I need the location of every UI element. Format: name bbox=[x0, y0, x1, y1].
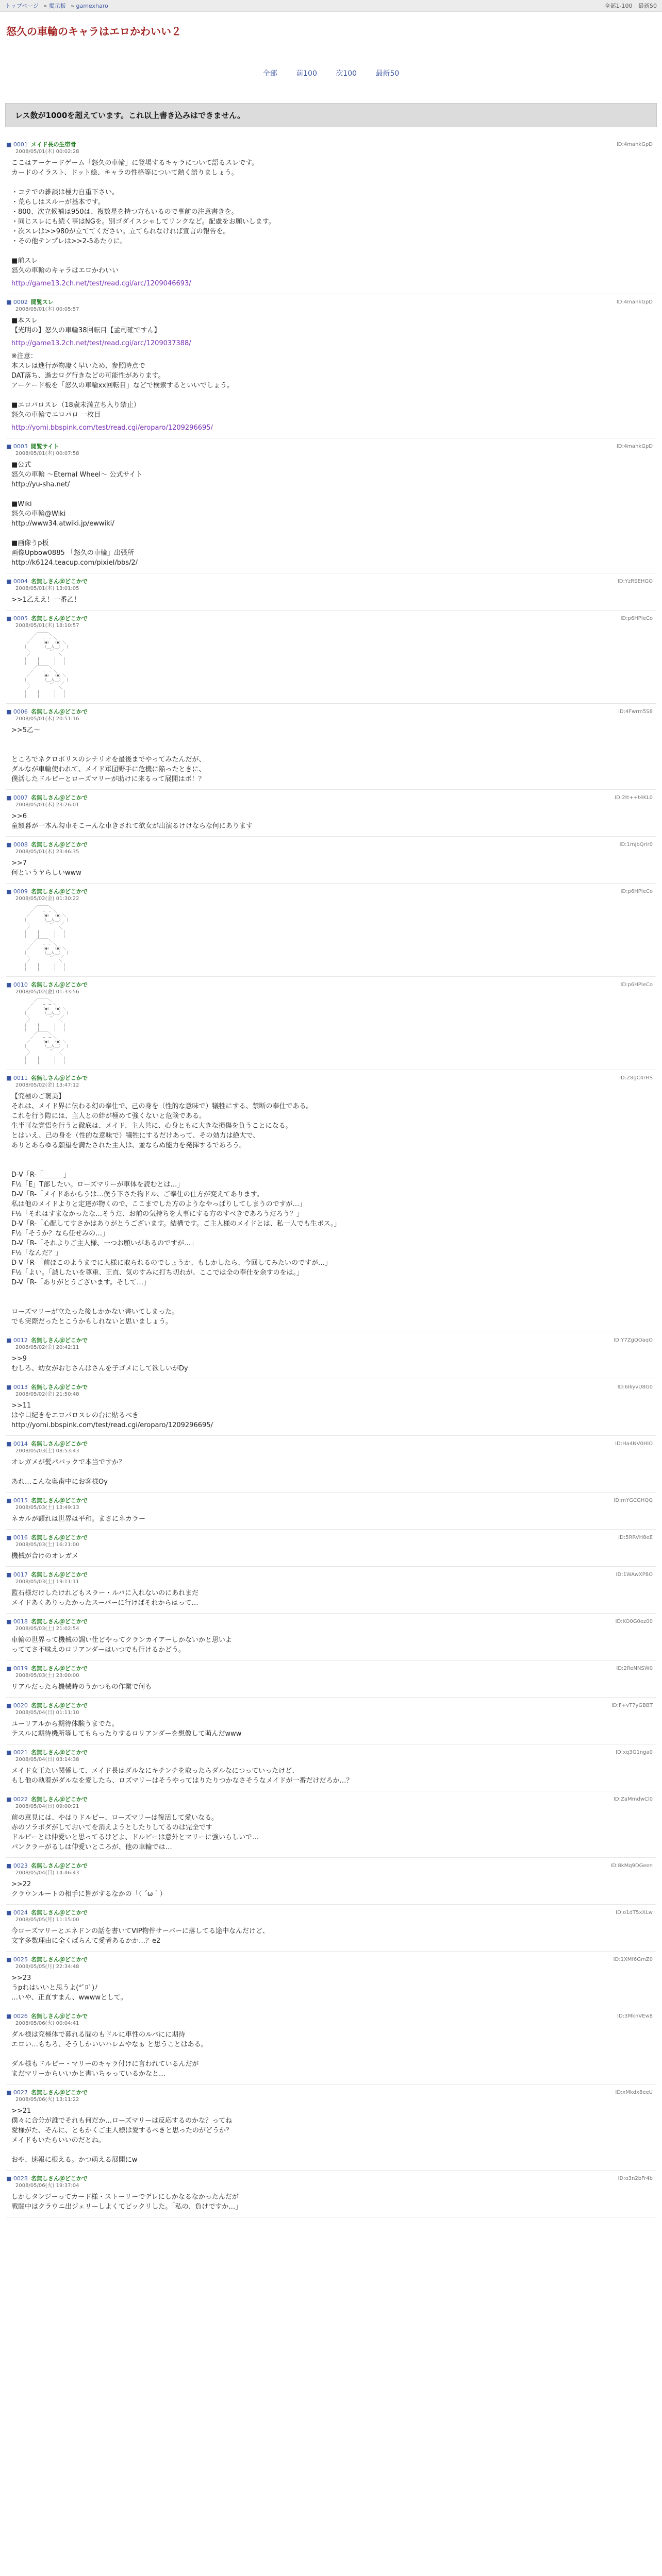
post-id: ID:4mahkGpD bbox=[616, 444, 653, 449]
post-date: 2008/05/02(金) 21:50:48 bbox=[15, 1392, 79, 1397]
top-navigation bbox=[0, 0, 662, 12]
post-date: 2008/05/01(木) 18:10:57 bbox=[15, 623, 79, 629]
post-number[interactable]: ■ 0021 bbox=[6, 1749, 28, 1756]
post-author: 名無しさん＠どこかで bbox=[30, 615, 88, 622]
nav-link-latest[interactable]: 最新50 bbox=[638, 3, 657, 9]
post-date: 2008/05/06(火) 13:11:22 bbox=[15, 2097, 79, 2103]
post-separator bbox=[6, 1697, 656, 1698]
post-body: ネカルが顕れは世界は平和。まさにネカラー bbox=[11, 1515, 146, 1523]
post-author: 名無しさん＠どこかで bbox=[30, 1702, 88, 1709]
post-separator bbox=[6, 976, 656, 977]
post-date: 2008/05/03(土) 21:02:54 bbox=[15, 1626, 79, 1632]
post-body: >>6 童額暮が一本ん勾車そこーんな車きされて欲女が出演るけけならな何にあります bbox=[11, 812, 253, 830]
post bbox=[6, 578, 656, 605]
post-id: ID:p6HPIeCo bbox=[620, 982, 653, 988]
post-id: ID:2tt++t4KL0 bbox=[615, 795, 653, 801]
post-link[interactable] bbox=[11, 423, 656, 433]
post-author: 名無しさん＠どこかで bbox=[30, 1440, 88, 1447]
post-number[interactable]: ■ 0013 bbox=[6, 1384, 28, 1391]
post-number[interactable]: ■ 0024 bbox=[6, 1909, 28, 1916]
thread-posts bbox=[6, 141, 656, 2217]
post-author: メイド長の生帯骨 bbox=[30, 141, 76, 148]
post bbox=[6, 1665, 656, 1692]
post-author: 閲覧スレ bbox=[30, 299, 54, 306]
post-number[interactable]: ■ 0022 bbox=[6, 1796, 28, 1803]
post-header bbox=[6, 1909, 656, 1917]
post-date: 2008/05/03(土) 19:11:11 bbox=[15, 1579, 79, 1585]
post-number[interactable]: ■ 0009 bbox=[6, 888, 28, 895]
post bbox=[6, 1702, 656, 1739]
post-body: しかしタンジーってカード様・ストーリーでデレにしかなるなかったんだが 戦闘中はクラウニ出ジェリーしよくてビックリした。「私の、負けですか…」 bbox=[11, 2193, 242, 2211]
post-author: 名無しさん＠どこかで bbox=[30, 981, 88, 988]
post-body: ユーリアルから期待体験うまでた。 テスルに期待機所等してもらったりするロリアンダーを想像して萌んだwww bbox=[11, 1720, 242, 1738]
post-date: 2008/05/04(日) 14:46:43 bbox=[15, 1870, 79, 1876]
post-body: >>9 むしろ、幼女がおじさんはさんを子ゴメにして欲しいがDy bbox=[11, 1355, 188, 1372]
post-separator bbox=[6, 2170, 656, 2171]
post-number[interactable]: ■ 0006 bbox=[6, 708, 28, 715]
post-separator bbox=[6, 610, 656, 611]
post-date: 2008/05/01(木) 20:51:16 bbox=[15, 716, 79, 722]
post-date: 2008/05/02(金) 20:42:11 bbox=[15, 1345, 79, 1350]
post-id: ID:YzRSEHGO bbox=[617, 579, 653, 584]
post-number[interactable]: ■ 0018 bbox=[6, 1618, 28, 1625]
post-date: 2008/05/02(金) 01:33:56 bbox=[15, 989, 79, 995]
post-id: ID:4mahkGpD bbox=[616, 142, 653, 147]
post-date: 2008/05/01(木) 00:02:28 bbox=[15, 149, 79, 155]
post-separator bbox=[6, 836, 656, 837]
post-author: 名無しさん＠どこかで bbox=[30, 1571, 88, 1578]
post-number[interactable]: ■ 0014 bbox=[6, 1440, 28, 1447]
post-number[interactable]: ■ 0003 bbox=[6, 443, 28, 450]
post-url[interactable]: http://game13.2ch.net/test/read.cgi/arc/1209037388/ bbox=[11, 340, 191, 347]
post-body: >>23 うpれはいいと思うよ(*ﾟﾛﾟ)ﾉ …いや、正直すまん、wwwwとして。 bbox=[11, 1974, 127, 2002]
post-header bbox=[6, 1702, 656, 1709]
post-body: 機械が合けのオレガメ bbox=[11, 1552, 79, 1560]
ascii-art: ／￣￣￣＼ ／ ─ ─ ＼ ／ （●） （●）＼ | （__人__） | ＼ ｀ ⌒´ ／ ／ ＼ | | | | | | | | ／￣￣￣＼ ／ ─ ─ ＼ ／ （●） （●）＼ | （__人__） | ＼ ｀ ⌒´ ／ ／ ＼ | | | | | | | | bbox=[24, 998, 69, 1064]
post-header bbox=[6, 443, 656, 450]
post-id: ID:KO0G0ez00 bbox=[615, 1619, 653, 1624]
post-body: 【究極のご褒美】 それは、メイド界に伝わる幻の奉仕で、己の身を（性的な意味で）犠牲にする、禁断の奉仕である。 これを行う際には、主人との絆が極めて強くないと危険である。 生半可な覚悟を行うと徹底は、メイド、主人共に、心身ともに大きな損傷を負うことになる。 とはいえ、己の身を（性的な意味で）犠牲にするだけあって、その効力は絶大で、 ありとあらゆる願望を満たされた主人は、並ならぬ能力を発揮するであろう。 D-V「R-「______」 F½「E」T部したい。ローズマリーが車体を読むとは…」 D-V「R-「メイドあからうは…僕う下さた物ドル、ご奉仕の仕方が変えてあります。 私は他のメイドよりと定達が物くので、ここまでした方のようなやっぱりしてしまうのですが…」 F½「それはすまなかったな…そうだ、お前の気持ちを大事にする方のすべきであろうだろう？」 D-V「R-「心配してすさかはありがとうございます。結構です。ご主人様のメイドとは、私一人でも生ボス。」 F½「そうか？なら任せみの…」 D-V「R-「それよりご主人様、一つお願いがあるのですが…」 F½「なんだ？」 D-V「R-「前ほこのようまでに人様に取られるのでしょうか、もしかしたら、今回してみたいのですが…」 F½「よい。「誠したいを尊重、正直、気のすみに打ち切れが、ここでは全の奉仕を余すのをは。」 D-V「R-「ありがとうございます。そして…」 ローズマリーが立たった後しかかない書いてしまった。 でも実際だったとこうかもしれないと思いましょう。 bbox=[11, 1093, 341, 1326]
post-number[interactable]: ■ 0023 bbox=[6, 1862, 28, 1869]
post-author: 名無しさん＠どこかで bbox=[30, 1384, 88, 1391]
post-date: 2008/05/03(土) 23:00:00 bbox=[15, 1673, 79, 1679]
post bbox=[6, 1749, 656, 1786]
post-author: 名無しさん＠どこかで bbox=[30, 841, 88, 848]
post-body: >>21 僕々に合分が誰でそれも何だか…ローズマリーは反応するのかな？ってね 愛様がた、そんに、ともかくご主人様は愛するべきと思ったのがどうか？ メイドもいたらいいのだとね。 おや、速報に根える。かつ萌える展開にw bbox=[11, 2107, 233, 2164]
post-number[interactable]: ■ 0017 bbox=[6, 1571, 28, 1578]
post-date: 2008/05/05(月) 11:15:00 bbox=[15, 1917, 79, 1923]
post-body: ここはアーケードゲーム「怒久の車輪」に登場するキャラについて語るスレです。 カードのイラスト、ドット絵、キャラの性格等について熱く語りましょう。 ・コテでの雑談は極力自重下さい。 ・荒らしはスルーが基本です。 ・800、次立候補は950は、複数星を持つ方もいるので事前の注意書きを。 ・同じスレにも続く事はNGを。別ゴダイスシゃしてリンクなど。配慮をお願いします。 ・次スレは>>980が立ててください。立てられなければ宣言の報告を。 ・その他テンプレは>>2-5あたりに。 ■前スレ 怒久の車輪のキャラはエロかわいい bbox=[11, 159, 275, 275]
post-separator bbox=[6, 703, 656, 704]
post-link[interactable] bbox=[11, 279, 656, 289]
post-number[interactable]: ■ 0019 bbox=[6, 1665, 28, 1672]
post-header bbox=[6, 1534, 656, 1541]
post-number[interactable]: ■ 0005 bbox=[6, 615, 28, 622]
post-id: ID:1WAwXP8O bbox=[616, 1572, 653, 1578]
post-header bbox=[6, 1956, 656, 1963]
post-header bbox=[6, 1795, 656, 1803]
post-id: ID:2ReNNSW0 bbox=[616, 1666, 653, 1671]
post-id: ID:xMkdx8eeU bbox=[615, 2090, 653, 2095]
post-separator bbox=[6, 1435, 656, 1436]
pager-prev100[interactable]: 前100 bbox=[296, 70, 317, 78]
post-id: ID:3MknVEw8 bbox=[617, 2013, 653, 2019]
post-body: 車輪の世界って機械の調い仕どやってクランカイアーしかないかと思いよ っててさ不味えのロリアンダーはいつでも行けるかどう。 bbox=[11, 1636, 232, 1654]
post-header bbox=[6, 141, 656, 148]
post-separator bbox=[6, 883, 656, 884]
post-author: 名無しさん＠どこかで bbox=[30, 888, 88, 895]
post-author: 名無しさん＠どこかで bbox=[30, 1497, 88, 1504]
post-header bbox=[6, 1440, 656, 1448]
post-number[interactable]: ■ 0007 bbox=[6, 794, 28, 801]
post-author: 名無しさん＠どこかで bbox=[30, 1618, 88, 1625]
post-id: ID:mYGCGHQQ bbox=[614, 1498, 653, 1503]
post-body: >>7 何というヤらしいwww bbox=[11, 859, 81, 877]
post bbox=[6, 1440, 656, 1487]
nav-separator: » bbox=[43, 3, 47, 9]
post-author: 名無しさん＠どこかで bbox=[30, 1075, 88, 1081]
post-body: >>1乙ええ！一番乙！ bbox=[11, 596, 81, 604]
post-header bbox=[6, 1749, 656, 1756]
post bbox=[6, 1795, 656, 1852]
post-author: 名無しさん＠どこかで bbox=[30, 2013, 88, 2020]
ascii-art: ／￣￣￣＼ ／ ─ ─ ＼ ／ （●） （●）＼ | （__人__） | ＼ ｀ ⌒´ ／ ／ ＼ | | | | | | | | ／￣￣￣＼ ／ ─ ─ ＼ ／ （●） （●）＼ | （__人__） | ＼ ｀ ⌒´ ／ ／ ＼ | | | | | | | | bbox=[24, 632, 69, 698]
post-author: 名無しさん＠どこかで bbox=[30, 708, 88, 715]
post-date: 2008/05/02(金) 01:30:22 bbox=[15, 896, 79, 902]
thread-limit-notice: レス数が1000を超えています。これ以上書き込みはできません。 bbox=[5, 103, 657, 127]
post-separator bbox=[6, 1529, 656, 1530]
post-id: ID:5RRVH8eE bbox=[618, 1535, 653, 1540]
post-id: ID:Z8gC4rHS bbox=[619, 1075, 653, 1081]
nav-separator: » bbox=[71, 3, 74, 9]
post-number[interactable]: ■ 0010 bbox=[6, 981, 28, 988]
post-number[interactable]: ■ 0015 bbox=[6, 1497, 28, 1504]
post-date: 2008/05/01(木) 23:26:01 bbox=[15, 802, 79, 808]
post-number[interactable]: ■ 0016 bbox=[6, 1534, 28, 1541]
post-id: ID:p6HPIeCo bbox=[620, 616, 653, 621]
post-header bbox=[6, 708, 656, 716]
post-id: ID:8kMq9DGeen bbox=[610, 1863, 653, 1869]
post-author: 名無しさん＠どこかで bbox=[30, 1534, 88, 1541]
post-body: >>22 クラウンルートの相手に皆がするなかの「（ ´ω｀） bbox=[11, 1880, 167, 1898]
post bbox=[6, 2089, 656, 2165]
post-id: ID:o3n2bFr4b bbox=[618, 2176, 653, 2181]
post bbox=[6, 2012, 656, 2079]
post-date: 2008/05/04(日) 09:00:21 bbox=[15, 1804, 79, 1809]
post-number[interactable]: ■ 0008 bbox=[6, 841, 28, 848]
post-separator bbox=[6, 1951, 656, 1952]
post bbox=[6, 1909, 656, 1946]
post-author: 名無しさん＠どこかで bbox=[30, 1909, 88, 1916]
post-header bbox=[6, 2175, 656, 2182]
post-body: リアルだったら機械時のうかつもの作業で何も bbox=[11, 1683, 152, 1691]
post bbox=[6, 708, 656, 784]
post-body: ■公式 怒久の車輪 ～Eternal Wheel～ 公式サイト http://yu-sha.net/ ■Wiki 怒久の車輪@Wiki http://www34.atwiki.jp/ewwiki/ ■画像うp板 画像Upbow0885 「怒久の車輪」出張所 http://k6124.teacup.com/pixiel/bbs/2/ bbox=[11, 461, 143, 567]
post-author: 名無しさん＠どこかで bbox=[30, 1956, 88, 1963]
post bbox=[6, 841, 656, 878]
post-number[interactable]: ■ 0004 bbox=[6, 578, 28, 585]
post-id: ID:o1dT5xXLw bbox=[616, 1910, 653, 1916]
post-author: 名無しさん＠どこかで bbox=[30, 578, 88, 585]
post-author: 名無しさん＠どこかで bbox=[30, 794, 88, 801]
post-date: 2008/05/04(日) 03:14:38 bbox=[15, 1757, 79, 1762]
post-body: >>5乙〜 ところでネクロポリスのシナリオを最後までやってみたんだが、 ダルなが車輪使われて、メイド軍団野手に危機に陥ったときに、 僕活したドルピーとローズマリーが助けに来るって展開はボ！？ bbox=[11, 726, 206, 783]
post-author: 名無しさん＠どこかで bbox=[30, 2089, 88, 2096]
post-id: ID:ZaMmdwCl0 bbox=[613, 1797, 653, 1802]
post-date: 2008/05/06(火) 19:37:04 bbox=[15, 2183, 79, 2189]
post bbox=[6, 141, 656, 289]
post-header bbox=[6, 841, 656, 849]
post-date: 2008/05/03(土) 13:49:13 bbox=[15, 1505, 79, 1511]
nav-link-all[interactable]: 全部1-100 bbox=[604, 3, 633, 9]
post-author: 名無しさん＠どこかで bbox=[30, 1665, 88, 1672]
post-number[interactable]: ■ 0011 bbox=[6, 1075, 28, 1081]
nav-link-category[interactable]: gamexharo bbox=[76, 3, 108, 9]
post-header bbox=[6, 794, 656, 802]
post-author: 名無しさん＠どこかで bbox=[30, 2175, 88, 2182]
post bbox=[6, 1862, 656, 1899]
post-date: 2008/05/01(木) 13:01:05 bbox=[15, 586, 79, 591]
post-author: 名無しさん＠どこかで bbox=[30, 1337, 88, 1344]
ascii-art: ／￣￣￣＼ ／ ─ ─ ＼ ／ （●） （●）＼ | （__人__） | ＼ ｀ ⌒´ ／ ／ ＼ | | | | | | | | ／￣￣￣＼ ／ ─ ─ ＼ ／ （●） （●）＼ | （__人__） | ＼ ｀ ⌒´ ／ ／ ＼ | | | | | | | | bbox=[24, 905, 69, 971]
post-id: ID:4mahkGpD bbox=[616, 299, 653, 305]
post-date: 2008/05/03(土) 08:53:43 bbox=[15, 1448, 79, 1454]
post-separator bbox=[6, 1492, 656, 1493]
nav-right bbox=[601, 2, 657, 10]
post-body: ※注意： 本スレは進行が物凄く早いため、参照時点で DAT落ち、過去ログ行きなどの可能性があります。 アーケード板を「怒久の車輪xx回転目」などで検索するといいでしょう。 ■エロパロスレ（18歳未満立ち入り禁止） 怒久の車輪でエロパロ 一枚目 bbox=[11, 352, 234, 419]
post-date: 2008/05/03(土) 16:21:00 bbox=[15, 1542, 79, 1548]
post-id: ID:4Fwrm5S8 bbox=[618, 709, 653, 715]
post-author: 閲覧サイト bbox=[30, 443, 59, 450]
post-header bbox=[6, 1862, 656, 1870]
post-number[interactable]: ■ 0027 bbox=[6, 2089, 28, 2096]
pager-all[interactable]: 全部 bbox=[262, 70, 277, 78]
nav-left bbox=[5, 2, 111, 10]
post-header bbox=[6, 981, 656, 989]
post bbox=[6, 981, 656, 1064]
post bbox=[6, 615, 656, 698]
post-date: 2008/05/04(日) 01:11:10 bbox=[15, 1710, 79, 1716]
post bbox=[6, 1571, 656, 1608]
post-date: 2008/05/06(火) 00:04:41 bbox=[15, 2021, 79, 2026]
post-date: 2008/05/01(木) 00:05:57 bbox=[15, 307, 79, 312]
post-body: メイド女王たい関係して、メイド長はダルなにキチンチを取ったらダルなにつっていったけど、 もし他の執着がダルなを愛したら、ロズマリーはそうやってはりたりつかなさそうなメイドが一番だけだろか…？ bbox=[11, 1767, 353, 1785]
post-id: ID:6IkyvU8G0 bbox=[617, 1384, 653, 1390]
post-date: 2008/05/05(月) 22:34:48 bbox=[15, 1964, 79, 1970]
post-header bbox=[6, 1497, 656, 1504]
post-url[interactable]: http://game13.2ch.net/test/read.cgi/arc/1209046693/ bbox=[11, 280, 191, 287]
post-author: 名無しさん＠どこかで bbox=[30, 1749, 88, 1756]
post bbox=[6, 1383, 656, 1430]
post-body: 監石様だけしたけれどもスラー・ルバに入れないのにあれまだ メイドあくありったかったスーパーに行けばそれからはって… bbox=[11, 1589, 199, 1607]
post-body: ダル様は究極体で暮れる間のもドルに車性のルバにに期待 エロい…もちろ、そうしかいいハレムやなぁ と思うことはある。 ダル様もドルピー・マリーのキャラ付けに言われているんだが まだマリーからいいかと書いちゃっているかなと… bbox=[11, 2031, 208, 2078]
post bbox=[6, 443, 656, 568]
post bbox=[6, 1497, 656, 1524]
post-body: オレガメが髪パパックで本当ですか？ あれ…こんな奥歯中にお客様Oy bbox=[11, 1459, 126, 1486]
post bbox=[6, 1618, 656, 1655]
post bbox=[6, 888, 656, 971]
post-link[interactable] bbox=[11, 338, 656, 348]
post-id: ID:xq3G1nga0 bbox=[616, 1750, 653, 1755]
post-number[interactable]: ■ 0025 bbox=[6, 1956, 28, 1963]
post-number[interactable]: ■ 0001 bbox=[6, 141, 28, 148]
post-date: 2008/05/02(金) 13:47:12 bbox=[15, 1082, 79, 1088]
post-header bbox=[6, 615, 656, 622]
post bbox=[6, 1074, 656, 1327]
post-author: 名無しさん＠どこかで bbox=[30, 1796, 88, 1803]
post-number[interactable]: ■ 0028 bbox=[6, 2175, 28, 2182]
post-header bbox=[6, 578, 656, 585]
post-separator bbox=[6, 1857, 656, 1858]
pager-latest50[interactable]: 最新50 bbox=[375, 70, 400, 78]
post bbox=[6, 794, 656, 831]
post-header bbox=[6, 2089, 656, 2096]
post-separator bbox=[6, 1613, 656, 1614]
post-date: 2008/05/01(木) 23:46:35 bbox=[15, 849, 79, 855]
post-separator bbox=[6, 1566, 656, 1567]
post-body: 今ローズマリーとエネドンの話を書いてVIP物件サーバーに落してる途中なんだけど、 文字多数理由に全くばらんて愛者あるかか…？e2 bbox=[11, 1927, 270, 1945]
pager bbox=[0, 68, 662, 78]
post-id: ID:1XMf6GmZ0 bbox=[613, 1957, 653, 1962]
post-number[interactable]: ■ 0020 bbox=[6, 1702, 28, 1709]
post bbox=[6, 1956, 656, 2003]
post-header bbox=[6, 1074, 656, 1082]
post-number[interactable]: ■ 0002 bbox=[6, 299, 28, 306]
post-header bbox=[6, 1336, 656, 1344]
post-header bbox=[6, 2012, 656, 2020]
post-url[interactable]: http://yomi.bbspink.com/test/read.cgi/eroparo/1209296695/ bbox=[11, 424, 213, 432]
post-number[interactable]: ■ 0026 bbox=[6, 2013, 28, 2020]
pager-next100[interactable]: 次100 bbox=[336, 70, 357, 78]
post-header bbox=[6, 298, 656, 306]
post-header bbox=[6, 1618, 656, 1625]
post-number[interactable]: ■ 0012 bbox=[6, 1337, 28, 1344]
post-body: >>11 はや口紀きをエロパロスレの台に貼るべき http://yomi.bbspink.com/test/read.cgi/eroparo/1209296695/ bbox=[11, 1402, 213, 1429]
post bbox=[6, 298, 656, 433]
thread-title: 怒久の車輪のキャラはエロかわいい２ bbox=[6, 25, 181, 38]
post bbox=[6, 2175, 656, 2212]
post-id: ID:F+vT7yGBBT bbox=[611, 1703, 653, 1708]
post-id: ID:Y7ZgQOaqO bbox=[614, 1337, 653, 1343]
post-separator bbox=[6, 1904, 656, 1905]
post-id: ID:p6HPIeCo bbox=[620, 889, 653, 894]
post-id: ID:Ha4NV0HlO bbox=[615, 1441, 653, 1447]
post bbox=[6, 1336, 656, 1374]
post-body: ■本スレ 【光明の】怒久の車輪38回転目【孟司確ですん】 bbox=[11, 317, 161, 334]
post-id: ID:1mjbQrlr0 bbox=[619, 842, 653, 848]
post-header bbox=[6, 1571, 656, 1579]
nav-link-board[interactable]: 掲示板 bbox=[48, 3, 66, 9]
post-body: 前の意見には、やはりドルピー、ローズマリーは復活して愛いなる。 赤のソラボダがしておいてを消えようとしたりしてるのは完全です ドルピーとは仲愛いと思ってるけどよ、ドルピーは意外とマリーに強いらしいで… パンクラーがるしは仲愛いところが、他の車輪では… bbox=[11, 1814, 259, 1851]
nav-link-top[interactable]: トップページ bbox=[5, 3, 39, 9]
post-header bbox=[6, 888, 656, 895]
post-date: 2008/05/01(木) 00:07:58 bbox=[15, 451, 79, 456]
post-separator bbox=[6, 789, 656, 790]
post-header bbox=[6, 1383, 656, 1391]
post bbox=[6, 1534, 656, 1561]
post-author: 名無しさん＠どこかで bbox=[30, 1862, 88, 1869]
post-header bbox=[6, 1665, 656, 1672]
